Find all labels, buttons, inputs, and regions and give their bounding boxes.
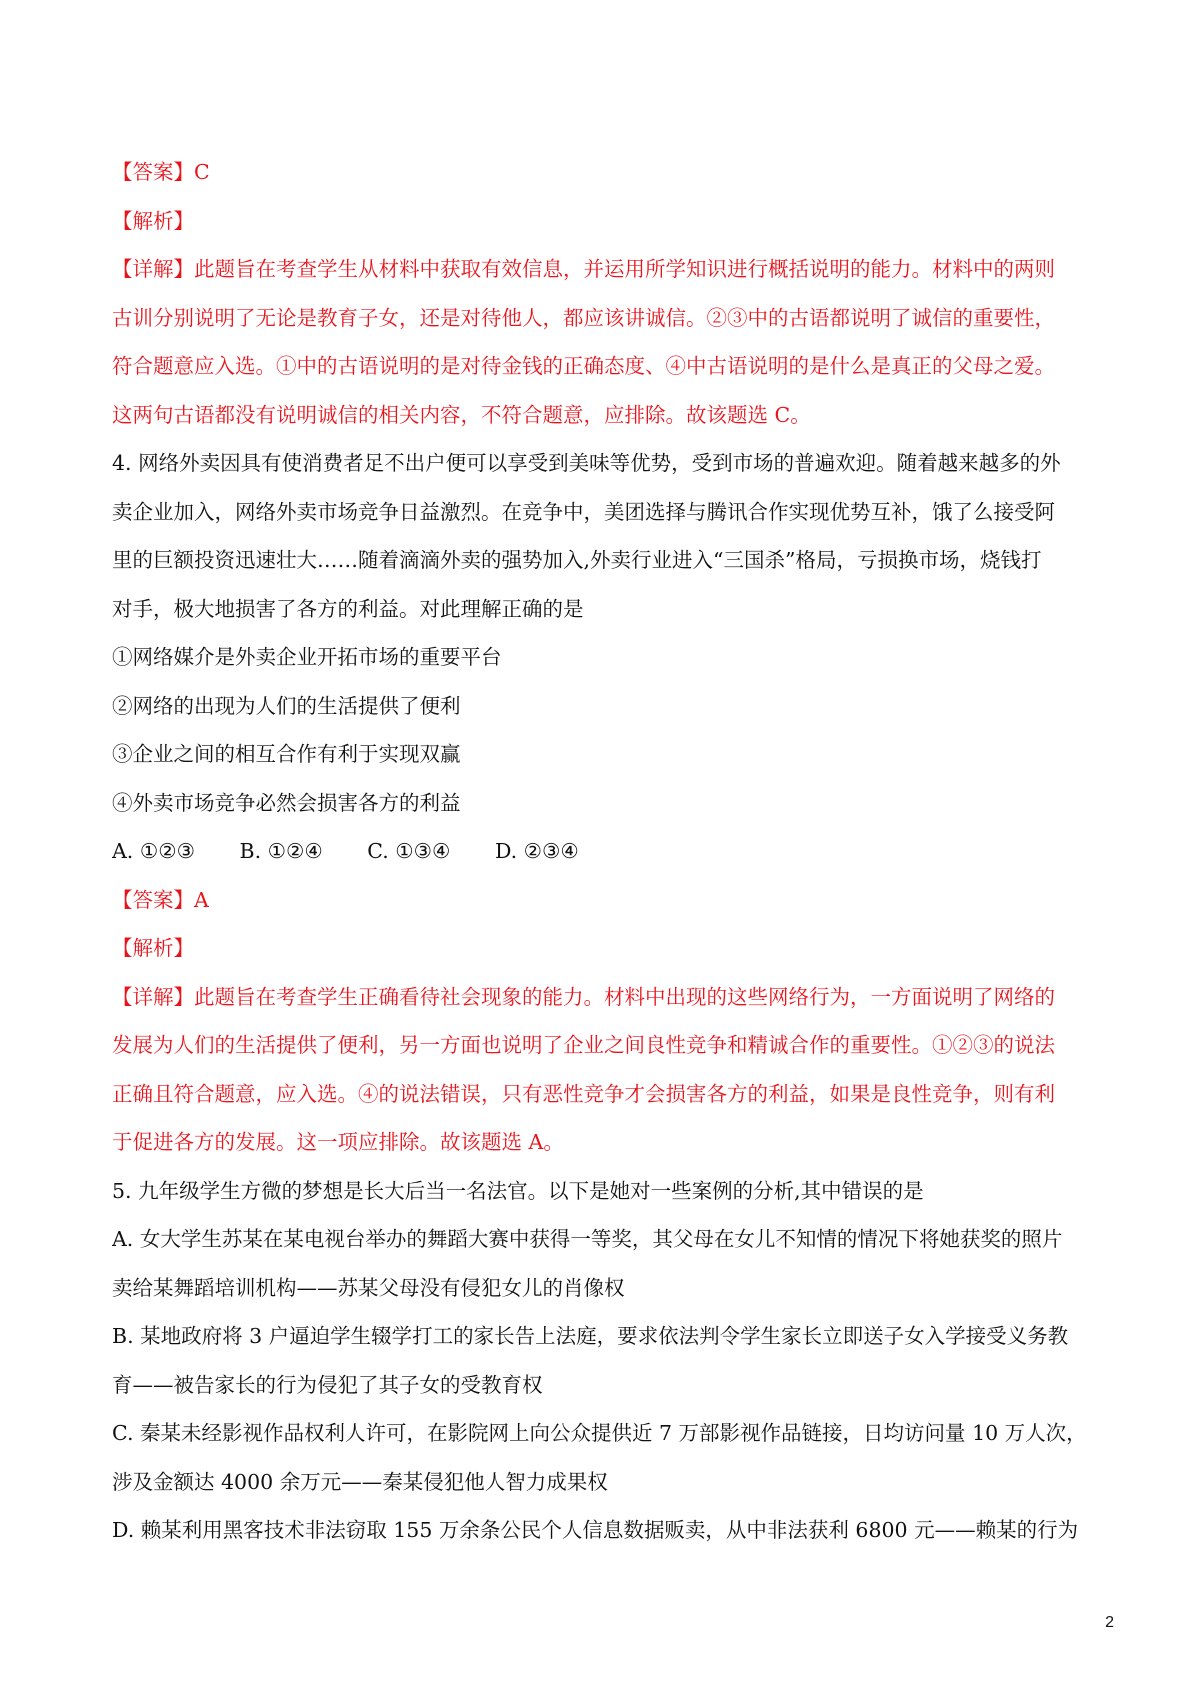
q4-statement: ②网络的出现为人们的生活提供了便利 bbox=[112, 693, 461, 718]
q4-choice-b: B. ①②④ bbox=[239, 839, 323, 863]
q3-detail-line: 这两句古语都没有说明诚信的相关内容，不符合题意，应排除。故该题选 C。 bbox=[112, 402, 811, 427]
q4-detail-line: 【详解】此题旨在考查学生正确看待社会现象的能力。材料中出现的这些网络行为，一方面说明了网络的 bbox=[112, 984, 1055, 1009]
q4-statement: ④外卖市场竞争必然会损害各方的利益 bbox=[112, 790, 461, 815]
q3-detail-line: 古训分别说明了无论是教育子女，还是对待他人，都应该讲诚信。②③中的古语都说明了诚信的重要性， bbox=[112, 305, 1055, 330]
q4-answer: 【答案】A bbox=[112, 887, 209, 912]
q5-option-line: 育——被告家长的行为侵犯了其子女的受教育权 bbox=[112, 1372, 543, 1397]
page-content bbox=[112, 148, 1104, 1555]
q5-option-line: A. 女大学生苏某在某电视台举办的舞蹈大赛中获得一等奖，其父母在女儿不知情的情况下将她获奖的照片 bbox=[112, 1227, 1063, 1251]
q4-choice-a: A. ①②③ bbox=[112, 839, 195, 863]
q5-stem: 5. 九年级学生方微的梦想是长大后当一名法官。以下是她对一些案例的分析,其中错误的是 bbox=[112, 1178, 924, 1203]
q3-detail-line: 符合题意应入选。①中的古语说明的是对待金钱的正确态度、④中古语说明的是什么是真正的父母之爱。 bbox=[112, 354, 1055, 378]
q4-detail-line: 于促进各方的发展。这一项应排除。故该题选 A。 bbox=[112, 1130, 564, 1154]
q4-choices bbox=[112, 827, 1104, 876]
q4-statement: ③企业之间的相互合作有利于实现双赢 bbox=[112, 742, 461, 766]
q4-detail-line: 正确且符合题意，应入选。④的说法错误，只有恶性竞争才会损害各方的利益，如果是良性竞争，则有利 bbox=[112, 1081, 1055, 1106]
q3-answer: 【答案】C bbox=[112, 160, 210, 184]
q5-option-line: C. 秦某未经影视作品权利人许可，在影院网上向公众提供近 7 万部影视作品链接，日均访问量 10 万人次， bbox=[112, 1421, 1087, 1445]
q5-option-line: B. 某地政府将 3 户逼迫学生辍学打工的家长告上法庭，要求依法判令学生家长立即送子女入学接受义务教 bbox=[112, 1324, 1069, 1348]
page-number: 2 bbox=[1105, 1614, 1114, 1631]
q3-analysis-label: 【解析】 bbox=[112, 208, 194, 233]
q4-stem-line: 4. 网络外卖因具有使消费者足不出户便可以享受到美味等优势，受到市场的普遍欢迎。随着越来越多的外 bbox=[112, 451, 1061, 475]
q4-choice-d: D. ②③④ bbox=[494, 839, 579, 863]
q4-detail-line: 发展为人们的生活提供了便利，另一方面也说明了企业之间良性竞争和精诚合作的重要性。①②③的说法 bbox=[112, 1033, 1055, 1057]
q4-choice-c: C. ①③④ bbox=[367, 839, 451, 863]
q5-option-line: D. 赖某利用黑客技术非法窃取 155 万余条公民个人信息数据贩卖，从中非法获利 6800 元——赖某的行为 bbox=[112, 1518, 1079, 1542]
q4-statement: ①网络媒介是外卖企业开拓市场的重要平台 bbox=[112, 645, 502, 669]
q4-stem-line: 对手，极大地损害了各方的利益。对此理解正确的是 bbox=[112, 596, 584, 621]
q5-option-line: 涉及金额达 4000 余万元——秦某侵犯他人智力成果权 bbox=[112, 1469, 608, 1494]
q3-detail-line: 【详解】此题旨在考查学生从材料中获取有效信息，并运用所学知识进行概括说明的能力。材料中的两则 bbox=[112, 257, 1055, 281]
q4-analysis-label: 【解析】 bbox=[112, 936, 194, 960]
q5-option-line: 卖给某舞蹈培训机构——苏某父母没有侵犯女儿的肖像权 bbox=[112, 1275, 625, 1300]
q4-stem-line: 里的巨额投资迅速壮大……随着滴滴外卖的强势加入,外卖行业进入“三国杀”格局，亏损换市场，烧钱打 bbox=[112, 548, 1042, 572]
q4-stem-line: 卖企业加入，网络外卖市场竞争日益激烈。在竞争中，美团选择与腾讯合作实现优势互补，饿了么接受阿 bbox=[112, 499, 1055, 524]
